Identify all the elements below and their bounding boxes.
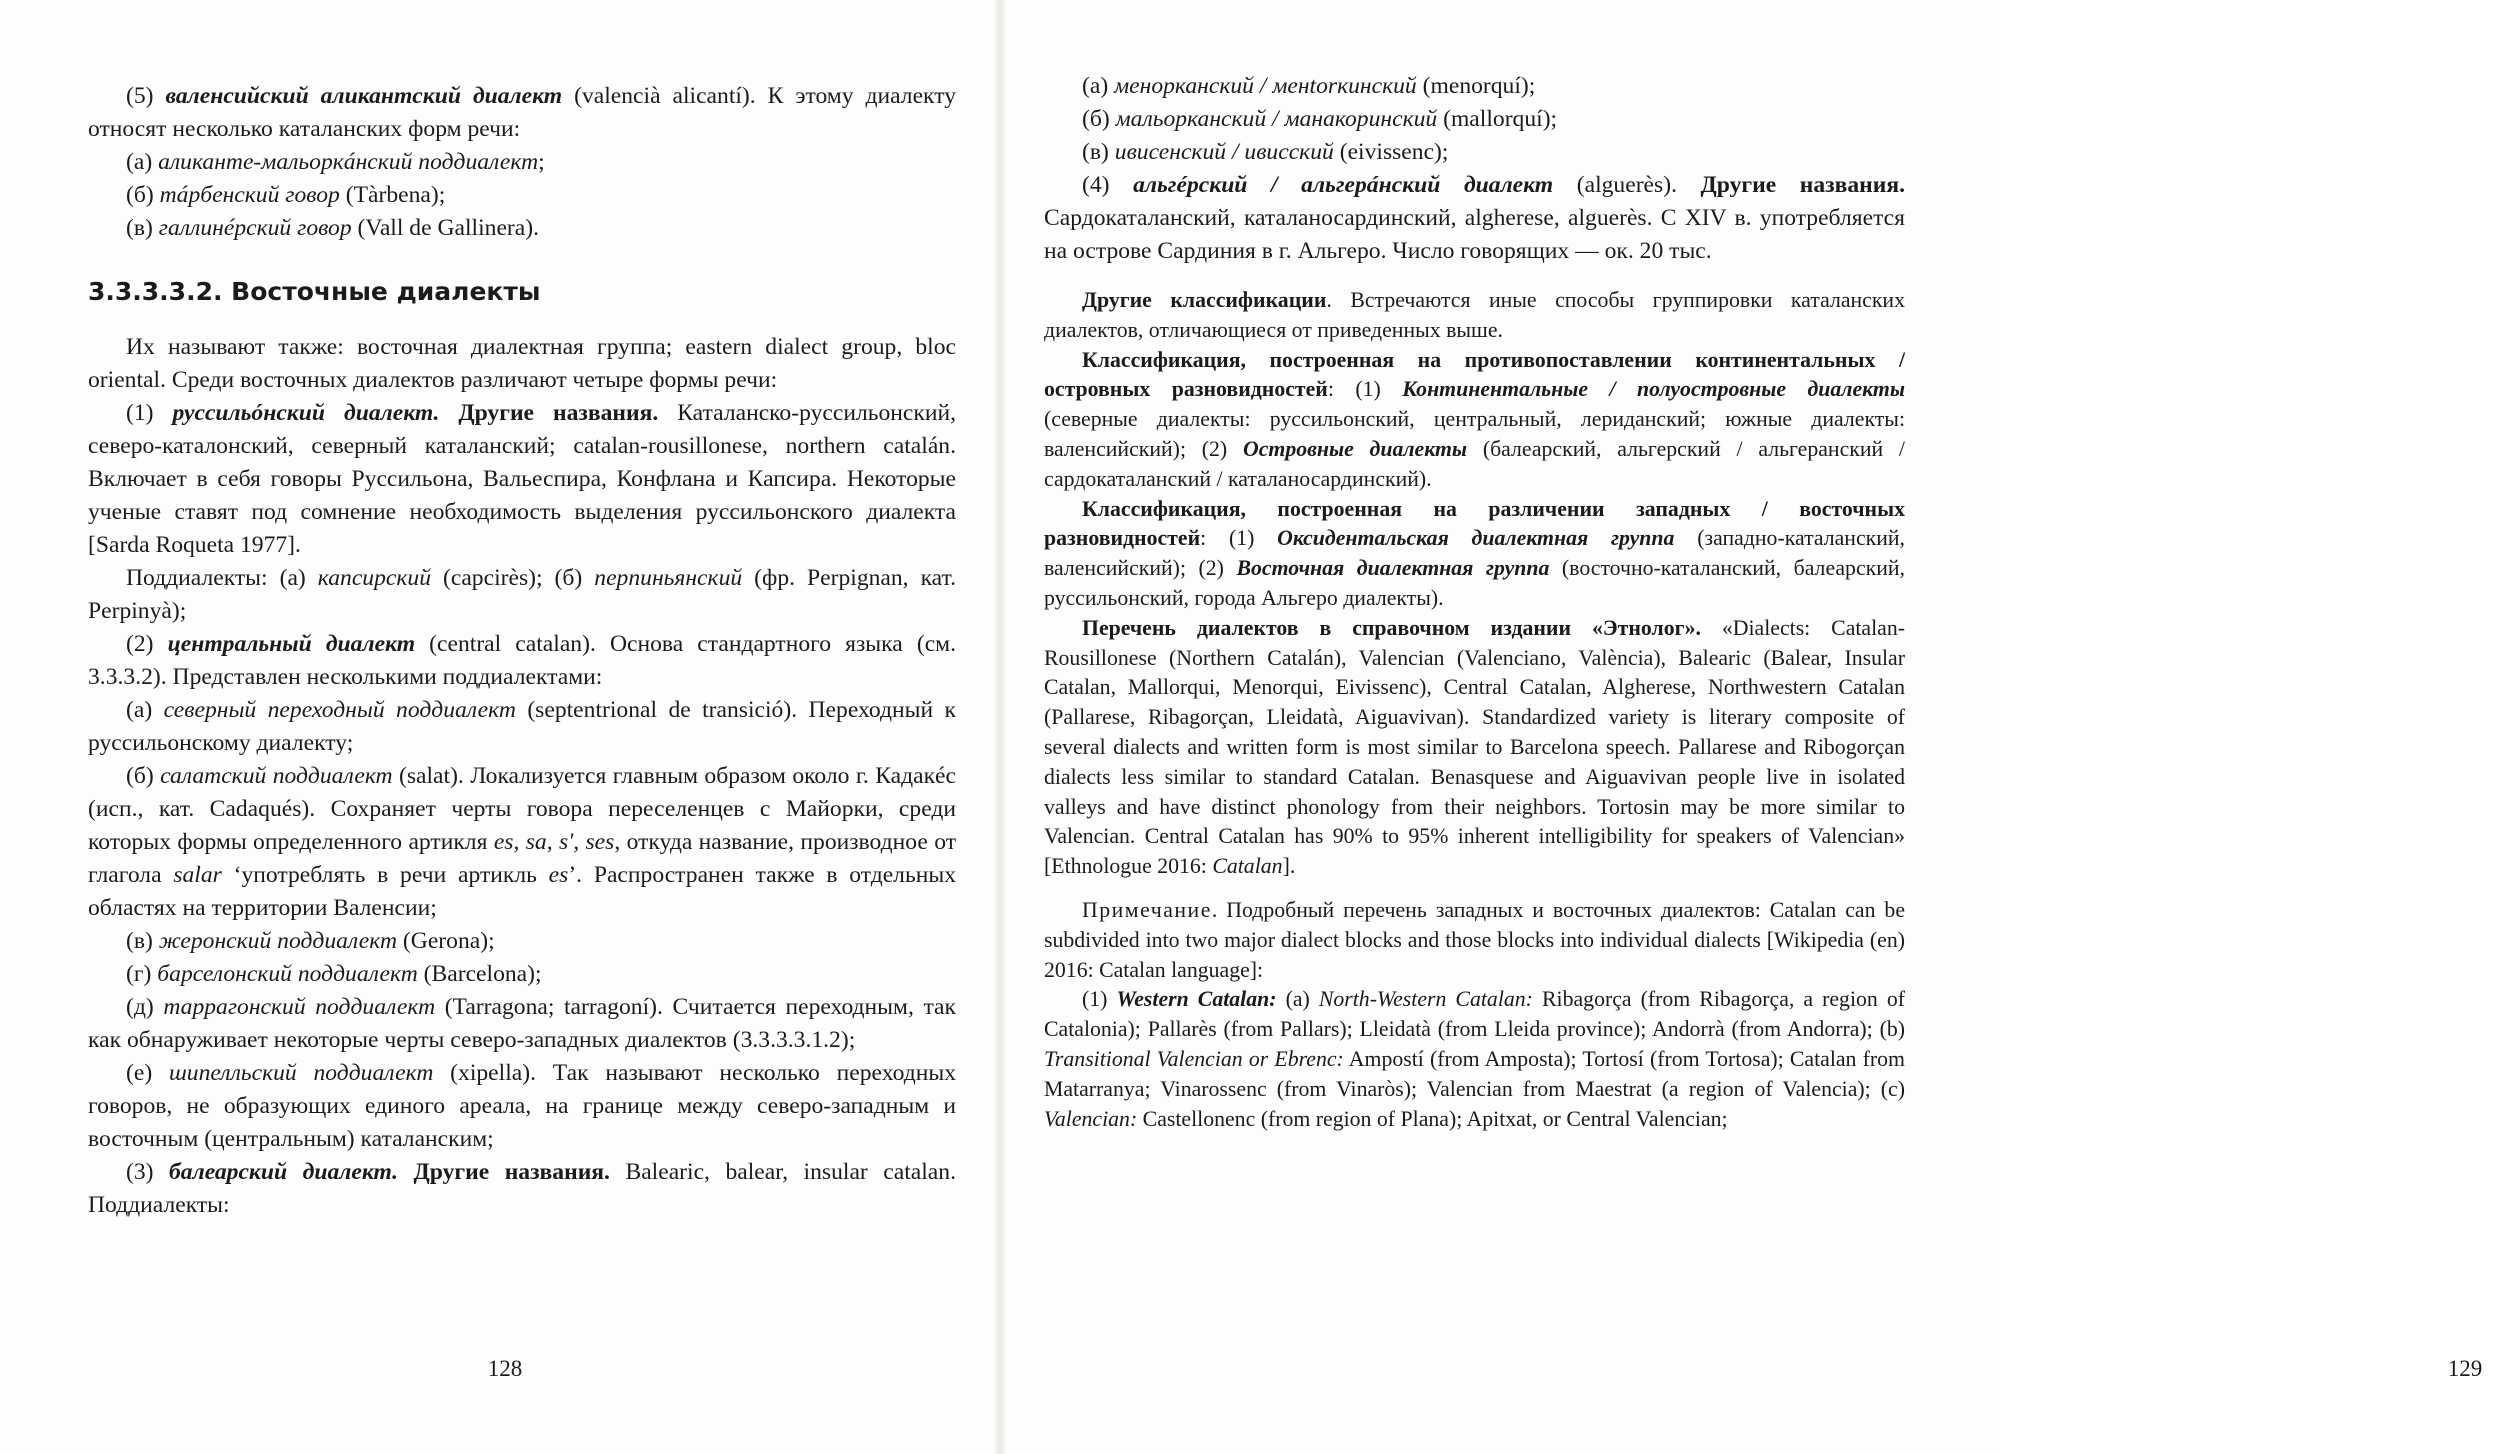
paragraph: (в) ивисенский / ивисский (eivissenc); — [1082, 139, 1449, 165]
paragraph: (3) балеарский диалект. Другие названия. Balearic, balear, insular catalan. Поддиалекты: — [88, 1159, 956, 1218]
paragraph: (1) руссильóнский диалект. Другие названия. Каталанско-руссильонский, северо-каталонский, северный каталанский; catalan-rousillonese, northern catalán. Включает в себя говоры Руссильона, Вальеспира, Конфлана и Капсира. Некоторые ученые ставят под сомнение необходимость выделения руссильонского диалекта [Sarda Roqueta 1977]. — [88, 400, 956, 558]
paragraph: (д) таррагонский поддиалект (Tarragona; tarragoní). Считается переходным, так как обнаруживает некоторые черты северо-западных диалектов (3.3.3.3.1.2); — [88, 994, 956, 1053]
paragraph: (а) северный переходный поддиалект (septentrional de transició). Переходный к руссильонскому диалекту; — [88, 697, 956, 756]
paragraph: Их называют также: восточная диалектная группа; eastern dialect group, bloc oriental. Среди восточных диалектов различают четыре формы речи: — [88, 334, 956, 393]
paragraph: Перечень диалектов в справочном издании «Этнолог». «Dialects: Catalan-Rousillonese (Northern Catalán), Valencian (Valenciano, València), Balearic (Balear, Insular Catalan, Mallorqui, Menorqui, Eivissenc), Central Catalan, Algherese, Northwestern Catalan (Pallarese, Ribagorçan, Lleidatà, Aiguavivan). Standardized variety is literary composite of several dialects and written form is most similar to Barcelona speech. Pallarese and Ribogorçan dialects less similar to standard Catalan. Benasquese and Aiguavivan people live in isolated valleys and have distinct phonology from their neighbors. Tortosin may be more similar to Valencian. Central Catalan has 90% to 95% inherent intelligibility for speakers of Valencian» [Ethnologue 2016: Catalan]. — [1044, 615, 1905, 879]
paragraph: (2) центральный диалект (central catalan). Основа стандартного языка (см. 3.3.3.2). Представлен несколькими поддиалектами: — [88, 631, 956, 690]
paragraph: (1) Western Catalan: (a) North-Western Catalan: Ribagorça (from Ribagorça, a region of Catalonia); Pallarès (from Pallars); Lleidatà (from Lleida province); Andorrà (from Andorra); (b) Transitional Valencian or Ebrenc: Ampostí (from Amposta); Tortosí (from Tortosa); Catalan from Matarranya; Vinarossenc (from Vinaròs); Valencian from Maestrat (a region of Valencia); (c) Valencian: Castellonenc (from region of Plana); Apitxat, or Central Valencian; — [1044, 987, 1906, 1131]
paragraph: (б) тáрбенский говор (Tàrbena); — [126, 182, 446, 208]
page-128 — [0, 0, 1000, 1454]
page-129-text-top — [1044, 70, 1905, 268]
paragraph: (в) жеронский поддиалект (Gerona); — [126, 928, 495, 954]
paragraph: (в) галлинéрский говор (Vall de Gallinera). — [126, 215, 539, 241]
page-number: 129 — [2447, 1356, 2483, 1381]
paragraph: (4) альгéрский / альгерáнский диалект (alguerès). Другие названия. Сардокаталанский, каталаносардинский, algherese, alguerès. С XIV в. употребляется на острове Сардиния в г. Альгеро. Число говорящих — ок. 20 тыс. — [1044, 172, 1906, 264]
paragraph: Поддиалекты: (а) капсирский (capcirès); (б) перпиньянский (фр. Perpignan, кат. Perpinyà); — [88, 565, 956, 624]
spacer — [1044, 268, 1905, 286]
spacer — [1044, 882, 1905, 896]
paragraph: Другие классификации. Встречаются иные способы группировки каталанских диалектов, отличающиеся от приведенных выше. — [1044, 288, 1905, 342]
paragraph: Классификация, построенная на противопоставлении континентальных / островных разновидностей: (1) Континентальные / полуостровные диалекты (северные диалекты: руссильонский, центральный, лериданский; южные диалекты: валенсийский); (2) Островные диалекты (балеарский, альгерский / альгеранский / сардокаталанский / каталаносардинский). — [1044, 347, 1905, 491]
paragraph: (б) мальорканский / манакоринский (mallorquí); — [1082, 106, 1558, 132]
paragraph: Классификация, построенная на различении западных / восточных разновидностей: (1) Оксидентальская диалектная группа (западно-каталанский, валенсийский); (2) Восточная диалектная группа (восточно-каталанский, балеарский, руссильонский, города Альгеро диалекты). — [1044, 496, 1905, 610]
page-129 — [1000, 0, 2483, 1454]
paragraph: (г) барселонский поддиалект (Barcelona); — [126, 961, 542, 987]
page-129-text-classifications — [1044, 286, 1905, 1134]
paragraph: (б) салатский поддиалект (salat). Локализуется главным образом около г. Кадакéс (исп., кат. Cadaqués). Сохраняет черты говора переселенцев с Майорки, среди которых формы определенного артикля es, sa, s', ses, откуда название, производное от глагола salar ‘употреблять в речи артикль es’. Распространен также в отдельных областях на территории Валенсии; — [88, 763, 957, 921]
paragraph: (а) аликанте-мальоркáнский поддиалект; — [126, 149, 545, 175]
paragraph: (5) валенсийский аликантский диалект (valencià alicantí). К этому диалекту относят несколько каталанских форм речи: — [88, 83, 956, 142]
paragraph: (е) шипелльский поддиалект (xipella). Так называют несколько переходных говоров, не образующих единого ареала, на границе между северо-западным и восточным (центральным) каталанским; — [88, 1060, 957, 1152]
page-number: 128 — [487, 1356, 523, 1381]
paragraph: (а) менорканский / менtorкинский (menorquí); — [1082, 73, 1536, 99]
paragraph: Примечание. Подробный перечень западных и восточных диалектов: Catalan can be subdivided into two major dialect blocks and those blocks into individual dialects [Wikipedia (en) 2016: Catalan language]: — [1044, 897, 1905, 982]
page-128-text — [88, 80, 956, 1222]
section-heading: 3.3.3.3.2. Восточные диалекты — [88, 277, 541, 306]
